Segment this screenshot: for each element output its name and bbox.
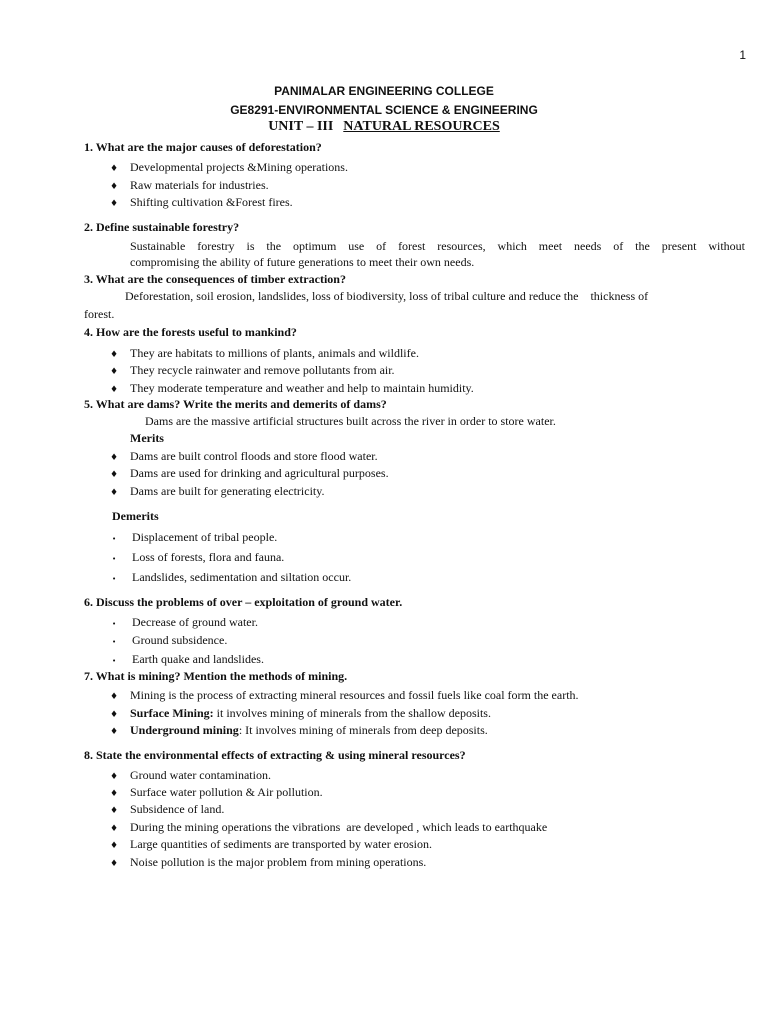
- page-number: 1: [739, 48, 746, 62]
- diamond-bullet-icon: ♦: [110, 692, 119, 702]
- diamond-bullet-icon: ♦: [110, 488, 119, 498]
- diamond-bullet-icon: ♦: [110, 182, 119, 192]
- question-4: 4. How are the forests useful to mankind?: [84, 325, 297, 339]
- diamond-bullet-icon: ♦: [110, 841, 119, 851]
- list-item: ♦ Subsidence of land.: [110, 802, 225, 816]
- list-item: ♦ Dams are built for generating electricity.: [110, 484, 325, 498]
- list-item: ♦ Underground mining: It involves mining of minerals from deep deposits.: [110, 723, 488, 737]
- list-item: ♦ Developmental projects &Mining operations.: [110, 160, 348, 174]
- diamond-bullet-icon: ♦: [110, 350, 119, 360]
- dot-bullet-icon: •: [112, 535, 117, 543]
- question-3: 3. What are the consequences of timber extraction?: [84, 272, 346, 286]
- list-item: ♦ Ground water contamination.: [110, 768, 271, 782]
- surface-mining-term: Surface Mining:: [130, 706, 214, 720]
- answer-2-line-2: compromising the ability of future generations to meet their own needs.: [130, 255, 475, 269]
- list-item: ♦ Dams are used for drinking and agricultural purposes.: [110, 466, 389, 480]
- dot-bullet-icon: •: [112, 575, 117, 583]
- diamond-bullet-icon: ♦: [110, 470, 119, 480]
- diamond-bullet-icon: ♦: [110, 367, 119, 377]
- underground-mining-term: Underground mining: [130, 723, 239, 737]
- list-item: ♦ During the mining operations the vibrations are developed , which leads to earthquake: [110, 820, 548, 834]
- list-item: ♦ Surface water pollution & Air pollution.: [110, 785, 323, 799]
- dam-definition: Dams are the massive artificial structures built across the river in order to store water.: [145, 414, 556, 428]
- list-item: ♦ Large quantities of sediments are transported by water erosion.: [110, 837, 433, 851]
- diamond-bullet-icon: ♦: [110, 824, 119, 834]
- question-6: 6. Discuss the problems of over – exploitation of ground water.: [84, 595, 403, 609]
- dot-bullet-icon: •: [112, 638, 117, 646]
- list-item: ♦ They moderate temperature and weather and help to maintain humidity.: [110, 381, 474, 395]
- list-item: • Ground subsidence.: [112, 633, 228, 647]
- answer-3-line-1: Deforestation, soil erosion, landslides, loss of biodiversity, loss of tribal culture and reduce the thickness of: [125, 289, 649, 303]
- diamond-bullet-icon: ♦: [110, 199, 119, 209]
- diamond-bullet-icon: ♦: [110, 164, 119, 174]
- question-1: 1. What are the major causes of deforestation?: [84, 140, 322, 154]
- list-item: ♦ They recycle rainwater and remove pollutants from air.: [110, 363, 395, 377]
- diamond-bullet-icon: ♦: [110, 453, 119, 463]
- dot-bullet-icon: •: [112, 620, 117, 628]
- unit-number: UNIT – III: [268, 119, 334, 134]
- diamond-bullet-icon: ♦: [110, 385, 119, 395]
- list-item: • Displacement of tribal people.: [112, 530, 278, 544]
- course-title: GE8291-ENVIRONMENTAL SCIENCE & ENGINEERING: [230, 103, 538, 117]
- question-8: 8. State the environmental effects of extracting & using mineral resources?: [84, 748, 466, 762]
- unit-heading: [0, 119, 768, 135]
- list-item: ♦ Mining is the process of extracting mineral resources and fossil fuels like coal form the earth.: [110, 688, 579, 702]
- dot-bullet-icon: •: [112, 657, 117, 665]
- diamond-bullet-icon: ♦: [110, 727, 119, 737]
- dot-bullet-icon: •: [112, 555, 117, 563]
- list-item: ♦ Shifting cultivation &Forest fires.: [110, 195, 293, 209]
- diamond-bullet-icon: ♦: [110, 806, 119, 816]
- list-item: • Loss of forests, flora and fauna.: [112, 550, 285, 564]
- merits-heading: Merits: [130, 431, 164, 445]
- diamond-bullet-icon: ♦: [110, 789, 119, 799]
- question-7: 7. What is mining? Mention the methods of mining.: [84, 669, 348, 683]
- list-item: ♦ Raw materials for industries.: [110, 178, 269, 192]
- diamond-bullet-icon: ♦: [110, 710, 119, 720]
- list-item: ♦ Noise pollution is the major problem from mining operations.: [110, 855, 427, 869]
- list-item: • Decrease of ground water.: [112, 615, 258, 629]
- question-5: 5. What are dams? Write the merits and demerits of dams?: [84, 397, 387, 411]
- answer-2-line-1: Sustainable forestry is the optimum use of forest resources, which meet needs of the present without: [130, 239, 745, 253]
- list-item: ♦ Dams are built control floods and store flood water.: [110, 449, 378, 463]
- unit-title: NATURAL RESOURCES: [343, 119, 500, 134]
- question-2: 2. Define sustainable forestry?: [84, 220, 240, 234]
- college-name: PANIMALAR ENGINEERING COLLEGE: [274, 84, 494, 98]
- demerits-heading: Demerits: [112, 509, 159, 523]
- list-item: ♦ Surface Mining: it involves mining of minerals from the shallow deposits.: [110, 706, 491, 720]
- list-item: ♦ They are habitats to millions of plants, animals and wildlife.: [110, 346, 419, 360]
- diamond-bullet-icon: ♦: [110, 772, 119, 782]
- list-item: • Landslides, sedimentation and siltation occur.: [112, 570, 352, 584]
- diamond-bullet-icon: ♦: [110, 859, 119, 869]
- list-item: • Earth quake and landslides.: [112, 652, 264, 666]
- answer-3-line-2: forest.: [84, 307, 115, 321]
